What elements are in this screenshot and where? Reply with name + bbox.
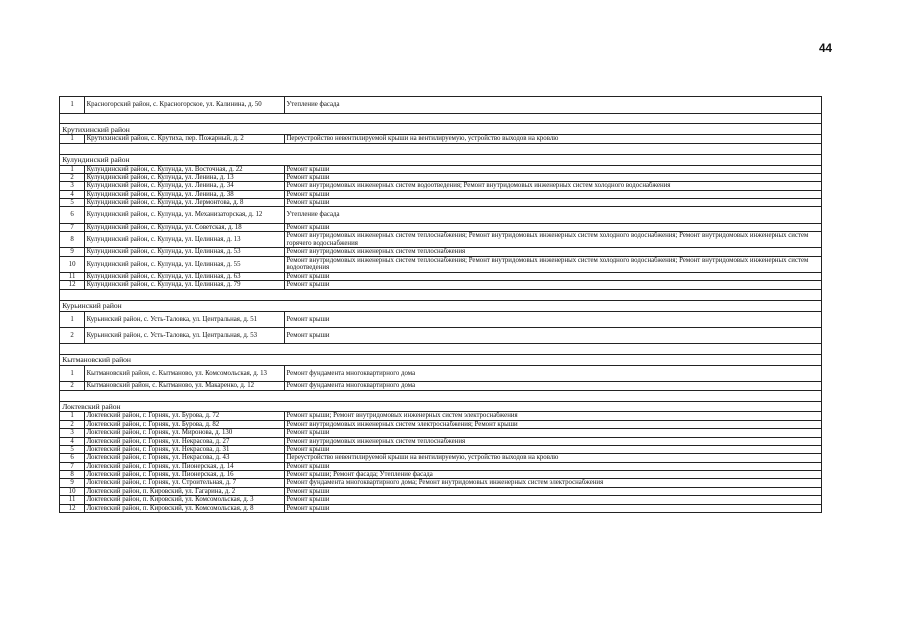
row-number-cell: 9: [60, 479, 84, 487]
address-cell: Курьинский район, с. Усть-Таловка, ул. Центральная, д. 53: [84, 327, 284, 343]
row-number-cell: 1: [60, 97, 84, 113]
row-number-cell: 7: [60, 462, 84, 470]
work-type-cell: Утепление фасада: [284, 207, 821, 223]
table-row: [60, 173, 821, 181]
address-cell: Локтевский район, г. Горняк, ул. Миронова, д. 130: [84, 429, 284, 437]
row-number-cell: 8: [60, 232, 84, 248]
spacer-cell: [60, 390, 821, 401]
work-type-cell: Ремонт крыши; Ремонт фасада; Утепление фасада: [284, 471, 821, 479]
address-cell: Локтевский район, г. Горняк, ул. Пионерская, д. 14: [84, 462, 284, 470]
address-cell: Кытмановский район, с. Кытманово, ул. Макаренко, д. 12: [84, 382, 284, 390]
table-row: [60, 437, 821, 445]
row-number-cell: 1: [60, 135, 84, 143]
row-number-cell: 10: [60, 256, 84, 272]
table-row: [60, 382, 821, 390]
row-number-cell: 4: [60, 437, 84, 445]
row-number-cell: 2: [60, 420, 84, 428]
address-cell: Локтевский район, г. Горняк, ул. Пионерская, д. 16: [84, 471, 284, 479]
table-spacer-row: [60, 390, 821, 401]
table-row: [60, 207, 821, 223]
work-type-cell: Утепление фасада: [284, 97, 821, 113]
work-type-cell: Ремонт внутридомовых инженерных систем водоотведения; Ремонт внутридомовых инженерных систем холодного водоснабжения: [284, 182, 821, 190]
work-type-cell: Ремонт крыши: [284, 429, 821, 437]
work-type-cell: Ремонт крыши: [284, 173, 821, 181]
row-number-cell: 9: [60, 248, 84, 256]
table-row: [60, 420, 821, 428]
table-row: [60, 232, 821, 248]
address-cell: Кулундинский район, с. Кулунда, ул. Целинная, д. 13: [84, 232, 284, 248]
table-row: [60, 182, 821, 190]
address-cell: Кулундинский район, с. Кулунда, ул. Целинная, д. 79: [84, 281, 284, 289]
table-row: [60, 412, 821, 420]
address-cell: Кулундинский район, с. Кулунда, ул. Целинная, д. 53: [84, 248, 284, 256]
work-type-cell: Ремонт внутридомовых инженерных систем теплоснабжения; Ремонт внутридомовых инженерных систем холодного водоснабжения; Ремонт внутридомовых инженерных систем водоотведения: [284, 256, 821, 272]
table-row: [60, 223, 821, 231]
address-cell: Кулундинский район, с. Кулунда, ул. Механизаторская, д. 12: [84, 207, 284, 223]
address-cell: Локтевский район, г. Горняк, ул. Строительная, д. 7: [84, 479, 284, 487]
table-row: [60, 199, 821, 207]
row-number-cell: 6: [60, 454, 84, 462]
work-type-cell: Ремонт внутридомовых инженерных систем электроснабжения; Ремонт крыши: [284, 420, 821, 428]
row-number-cell: 2: [60, 327, 84, 343]
table-spacer-row: [60, 289, 821, 300]
district-name: Курьинский район: [60, 300, 821, 311]
repair-program-table: [59, 96, 821, 513]
row-number-cell: 11: [60, 273, 84, 281]
row-number-cell: 1: [60, 365, 84, 381]
address-cell: Кулундинский район, с. Кулунда, ул. Лермонтова, д. 8: [84, 199, 284, 207]
table-row: [60, 248, 821, 256]
table-row: [60, 311, 821, 327]
table-row: [60, 327, 821, 343]
row-number-cell: 3: [60, 182, 84, 190]
row-number-cell: 4: [60, 190, 84, 198]
spacer-cell: [60, 143, 821, 154]
work-type-cell: Ремонт крыши: [284, 273, 821, 281]
row-number-cell: 11: [60, 496, 84, 504]
work-type-cell: Ремонт крыши: [284, 462, 821, 470]
row-number-cell: 8: [60, 471, 84, 479]
table-row: [60, 429, 821, 437]
district-name: Крутихинский район: [60, 124, 821, 135]
district-header-row: [60, 300, 821, 311]
address-cell: Локтевский район, г. Горняк, ул. Некрасова, д. 27: [84, 437, 284, 445]
row-number-cell: 5: [60, 445, 84, 453]
row-number-cell: 3: [60, 429, 84, 437]
table-row: [60, 97, 821, 113]
row-number-cell: 12: [60, 281, 84, 289]
table-row: [60, 479, 821, 487]
address-cell: Крутихинский район, с. Крутиха, пер. Пожарный, д. 2: [84, 135, 284, 143]
work-type-cell: Ремонт внутридомовых инженерных систем теплоснабжения: [284, 437, 821, 445]
address-cell: Локтевский район, г. Горняк, ул. Бурова, д. 72: [84, 412, 284, 420]
table-row: [60, 487, 821, 495]
row-number-cell: 12: [60, 504, 84, 512]
row-number-cell: 2: [60, 173, 84, 181]
table-row: [60, 462, 821, 470]
work-type-cell: Переустройство невентилируемой крыши на вентилируемую, устройство выходов на кровлю: [284, 454, 821, 462]
address-cell: Локтевский район, г. Горняк, ул. Бурова, д. 82: [84, 420, 284, 428]
work-type-cell: Ремонт крыши; Ремонт внутридомовых инженерных систем электроснабжения: [284, 412, 821, 420]
work-type-cell: Ремонт крыши: [284, 199, 821, 207]
table-row: [60, 365, 821, 381]
work-type-cell: Переустройство невентилируемой крыши на вентилируемую, устройство выходов на кровлю: [284, 135, 821, 143]
row-number-cell: 1: [60, 311, 84, 327]
spacer-cell: [60, 344, 821, 355]
table-spacer-row: [60, 143, 821, 154]
table-row: [60, 190, 821, 198]
row-number-cell: 1: [60, 165, 84, 173]
work-type-cell: Ремонт крыши: [284, 327, 821, 343]
table-row: [60, 256, 821, 272]
district-name: Кулундинский район: [60, 154, 821, 165]
work-type-cell: Ремонт крыши: [284, 165, 821, 173]
address-cell: Кулундинский район, с. Кулунда, ул. Ленина, д. 34: [84, 182, 284, 190]
table-row: [60, 496, 821, 504]
work-type-cell: Ремонт крыши: [284, 504, 821, 512]
work-type-cell: Ремонт крыши: [284, 281, 821, 289]
address-cell: Локтевский район, п. Кировский, ул. Гагарина, д. 2: [84, 487, 284, 495]
work-type-cell: Ремонт внутридомовых инженерных систем теплоснабжения: [284, 248, 821, 256]
work-type-cell: Ремонт фундамента многоквартирного дома; Ремонт внутридомовых инженерных систем электроснабжения: [284, 479, 821, 487]
address-cell: Кулундинский район, с. Кулунда, ул. Целинная, д. 55: [84, 256, 284, 272]
address-cell: Кулундинский район, с. Кулунда, ул. Восточная, д. 22: [84, 165, 284, 173]
work-type-cell: Ремонт крыши: [284, 223, 821, 231]
spacer-cell: [60, 113, 821, 124]
address-cell: Локтевский район, г. Горняк, ул. Некрасова, д. 43: [84, 454, 284, 462]
page-number: 44: [819, 42, 833, 56]
address-cell: Кытмановский район, с. Кытманово, ул. Комсомольская, д. 13: [84, 365, 284, 381]
table-row: [60, 281, 821, 289]
table-row: [60, 454, 821, 462]
table-spacer-row: [60, 113, 821, 124]
district-header-row: [60, 154, 821, 165]
work-type-cell: Ремонт крыши: [284, 311, 821, 327]
work-type-cell: Ремонт внутридомовых инженерных систем теплоснабжения; Ремонт внутридомовых инженерных систем холодного водоснабжения; Ремонт внутридомовых инженерных систем горячего водоснабжения: [284, 232, 821, 248]
repair-program-table-container: [59, 96, 821, 513]
address-cell: Локтевский район, п. Кировский, ул. Комсомольская, д. 3: [84, 496, 284, 504]
district-header-row: [60, 124, 821, 135]
row-number-cell: 7: [60, 223, 84, 231]
work-type-cell: Ремонт крыши: [284, 190, 821, 198]
district-header-row: [60, 401, 821, 412]
address-cell: Курьинский район, с. Усть-Таловка, ул. Центральная, д. 51: [84, 311, 284, 327]
table-row: [60, 445, 821, 453]
address-cell: Локтевский район, г. Горняк, ул. Некрасова, д. 31: [84, 445, 284, 453]
row-number-cell: 10: [60, 487, 84, 495]
address-cell: Кулундинский район, с. Кулунда, ул. Ленина, д. 13: [84, 173, 284, 181]
address-cell: Кулундинский район, с. Кулунда, ул. Ленина, д. 38: [84, 190, 284, 198]
spacer-cell: [60, 289, 821, 300]
work-type-cell: Ремонт крыши: [284, 487, 821, 495]
district-name: Кытмановский район: [60, 355, 821, 366]
table-row: [60, 165, 821, 173]
table-row: [60, 135, 821, 143]
work-type-cell: Ремонт крыши: [284, 496, 821, 504]
address-cell: Кулундинский район, с. Кулунда, ул. Целинная, д. 63: [84, 273, 284, 281]
row-number-cell: 1: [60, 412, 84, 420]
table-row: [60, 273, 821, 281]
table-spacer-row: [60, 344, 821, 355]
address-cell: Локтевский район, п. Кировский, ул. Комсомольская, д. 8: [84, 504, 284, 512]
work-type-cell: Ремонт крыши: [284, 445, 821, 453]
table-row: [60, 471, 821, 479]
row-number-cell: 5: [60, 199, 84, 207]
address-cell: Кулундинский район, с. Кулунда, ул. Советская, д. 18: [84, 223, 284, 231]
row-number-cell: 6: [60, 207, 84, 223]
address-cell: Красногорский район, с. Красногорское, ул. Калинина, д. 50: [84, 97, 284, 113]
work-type-cell: Ремонт фундамента многоквартирного дома: [284, 382, 821, 390]
table-row: [60, 504, 821, 512]
work-type-cell: Ремонт фундамента многоквартирного дома: [284, 365, 821, 381]
district-header-row: [60, 355, 821, 366]
table-body: [60, 97, 821, 513]
row-number-cell: 2: [60, 382, 84, 390]
district-name: Локтевский район: [60, 401, 821, 412]
